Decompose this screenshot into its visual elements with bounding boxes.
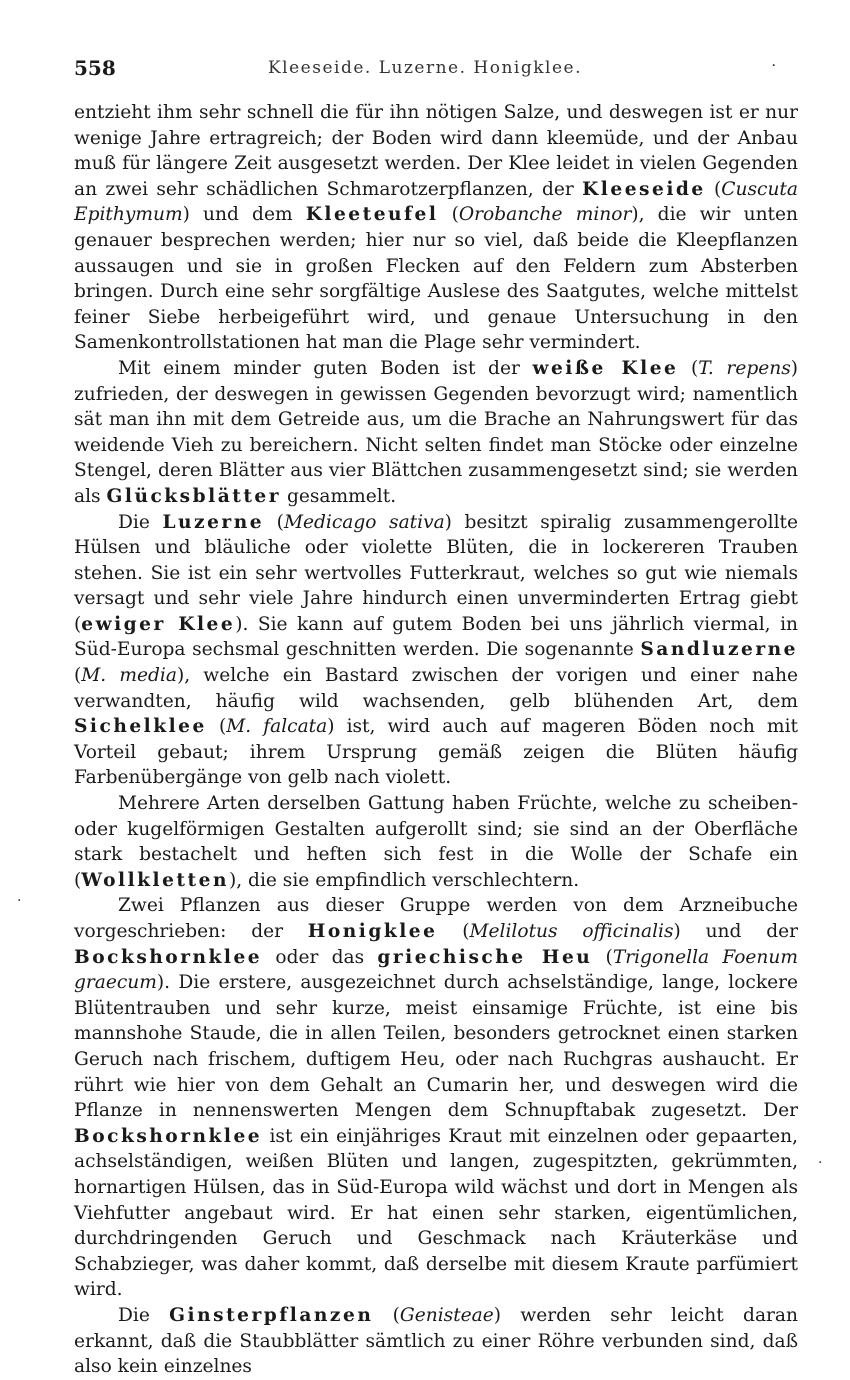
page-header (74, 56, 776, 84)
text-run: ), die sie empfindlich verschlechtern. (228, 869, 580, 891)
text-run: Zwei Pflanzen aus dieser Gruppe werden von dem Arzneibuche vorgeschrieben: der (74, 895, 798, 942)
latin-name: M. falcata (226, 716, 328, 738)
paragraph (74, 356, 798, 510)
paragraph (74, 791, 798, 893)
text-run: ) ist, wird auch auf mageren Böden noch mit Vorteil gebaut; ihrem Ursprung gemäß zeigen die Blüten häufig Farbenübergänge von gelb nach violett. (74, 716, 798, 789)
running-head: Kleeseide. Luzerne. Honigklee. (267, 58, 583, 78)
text-run: Mit einem minder guten Boden ist der (118, 357, 533, 379)
latin-name: Medicago sativa (283, 511, 445, 533)
emphasized-term: Glücksblätter (106, 485, 282, 507)
text-run: ( (437, 921, 470, 942)
emphasized-term: Bockshornklee (74, 1125, 263, 1147)
body-text (74, 100, 798, 1380)
latin-name: Orobanche minor (458, 204, 632, 226)
text-run: ( (705, 178, 722, 200)
text-run: ) und der (673, 921, 798, 942)
text-run: ), die wir unten genauer besprechen werden; hier nur so viel, daß beide die Kleepflanzen aussaugen und sie in großen Flecken auf den Feldern zum Absterben bringen. Durch eine sehr sorgfältige Auslese des Saatgutes, welche mittelst feiner Siebe herbeigeführt wird, und genaue Untersuchung in den Samenkontrollstationen hat man die Plage sehr vermindert. (74, 204, 798, 354)
latin-name: M. media (81, 665, 177, 687)
text-run: ) werden sehr leicht daran erkannt, daß die Staubblätter sämtlich zu einer Röhre verbunden sind, daß also kein einzelnes (74, 1304, 798, 1378)
text-run: ). Die erstere, ausgezeichnet durch achselständige, lange, lockere Blütentrauben und sehr kurze, meist einsamige Früchte, ist eine bis mannshohe Staude, die in allen Teilen, besonders getrocknet einen starken Geruch nach frischem, duftigem Heu, oder nach Ruchgras aushaucht. Er rührt wie hier von dem Gehalt an Cumarin her, und deswegen wird die Pflanze in nennenswerten Mengen dem Schnupftabak zugesetzt. Der (74, 972, 798, 1122)
text-run: ( (592, 946, 613, 968)
text-run: ), welche ein Bastard zwischen der vorigen und einer nahe verwandten, häufig wild wachsenden, gelb blühenden Art, dem (74, 665, 799, 712)
latin-name: Trigonella Foenum graecum (74, 946, 798, 994)
emphasized-term: Bockshornklee (74, 946, 263, 968)
paragraph (74, 510, 798, 792)
latin-name: Cuscuta Epithymum (74, 178, 798, 226)
text-run: gesammelt. (281, 485, 397, 507)
text-run: ) und dem (182, 204, 306, 226)
paragraph (74, 100, 798, 356)
text-run: ( (678, 357, 699, 379)
emphasized-term: Luzerne (162, 511, 265, 533)
emphasized-term: Sandluzerne (640, 639, 798, 661)
emphasized-term: Sichelklee (74, 716, 207, 738)
text-run: ). Sie kann auf gutem Boden bei uns jährlich viermal, in Süd-Europa sechsmal geschnitten werden. Die sogenannte (74, 613, 798, 661)
text-run: Die (118, 1304, 170, 1326)
margin-dot: · (17, 893, 22, 909)
emphasized-term: Ginsterpflanzen (169, 1304, 374, 1326)
paragraph (74, 1303, 798, 1380)
text-run: ( (373, 1304, 400, 1326)
text-run: oder das (262, 946, 378, 968)
emphasized-term: griechische Heu (377, 946, 593, 968)
text-run: ist ein einjähriges Kraut mit einzelnen oder gepaarten, achselständigen, weißen Blüten und langen, zugespitzten, gekrümmten, hornartigen Hülsen, das in Süd-Europa wild wächst und dort in Mengen als Viehfutter angebaut wird. Er hat einen sehr starken, eigentümlichen, durchdringenden Geruch und Geschmack nach Kräuterkäse und Schabzieger, was daher kommt, daß derselbe mit diesem Kraute parfümiert wird. (74, 1125, 798, 1301)
emphasized-term: weiße Klee (532, 357, 679, 379)
page-number: 558 (74, 56, 116, 80)
latin-name: Melilotus officinalis (469, 921, 674, 942)
text-run: ) besitzt spiralig zusammengerollte Hülsen und bläuliche oder violette Blüten, die in lockereren Trauben stehen. Sie ist ein sehr wertvolles Futterkraut, welches so gut wie niemals versagt und sehr viele Jahre hindurch einen unverminderten Ertrag giebt ( (74, 511, 798, 635)
text-run: ( (206, 716, 227, 738)
text-run: ( (74, 665, 82, 687)
text-run: ) zufrieden, der deswegen in gewissen Gegenden bevorzugt wird; namentlich sät man ihn mit dem Getreide aus, um die Brache an Nahrungswert für das weidende Vieh zu bereichern. Nicht selten findet man Stöcke oder einzelne Stengel, deren Blätter aus vier Blättchen zusammengesetzt sind; sie werden als (74, 357, 799, 507)
text-run: Mehrere Arten derselben Gattung haben Früchte, welche zu scheiben- oder kugelförmigen Gestalten aufgerollt sind; sie sind an der Oberfläche stark bestachelt und heften sich fest in die Wolle der Schafe ein ( (74, 793, 798, 891)
emphasized-term: Kleeteufel (305, 204, 439, 226)
header-dot: · (771, 58, 776, 74)
text-run: Die (118, 511, 163, 533)
text-run: entzieht ihm sehr schnell die für ihn nötigen Salze, und deswegen ist er nur wenige Jahre ertragreich; der Boden wird dann kleemüde, und der Anbau muß für längere Zeit ausgesetzt werden. Der Klee leidet in vielen Gegenden an zwei sehr schädlichen Schmarotzerpflanzen, der (74, 102, 798, 200)
paragraph (74, 893, 798, 1303)
emphasized-term: Wollkletten (81, 869, 229, 891)
emphasized-term: Kleeseide (582, 178, 706, 200)
emphasized-term: Honigklee (307, 921, 438, 942)
emphasized-term: ewiger Klee (81, 613, 236, 635)
latin-name: T. repens (698, 357, 791, 379)
text-run: ( (438, 204, 459, 226)
margin-dot: · (818, 1155, 823, 1171)
text-run: ( (264, 511, 284, 533)
latin-name: Genisteae (399, 1304, 494, 1326)
